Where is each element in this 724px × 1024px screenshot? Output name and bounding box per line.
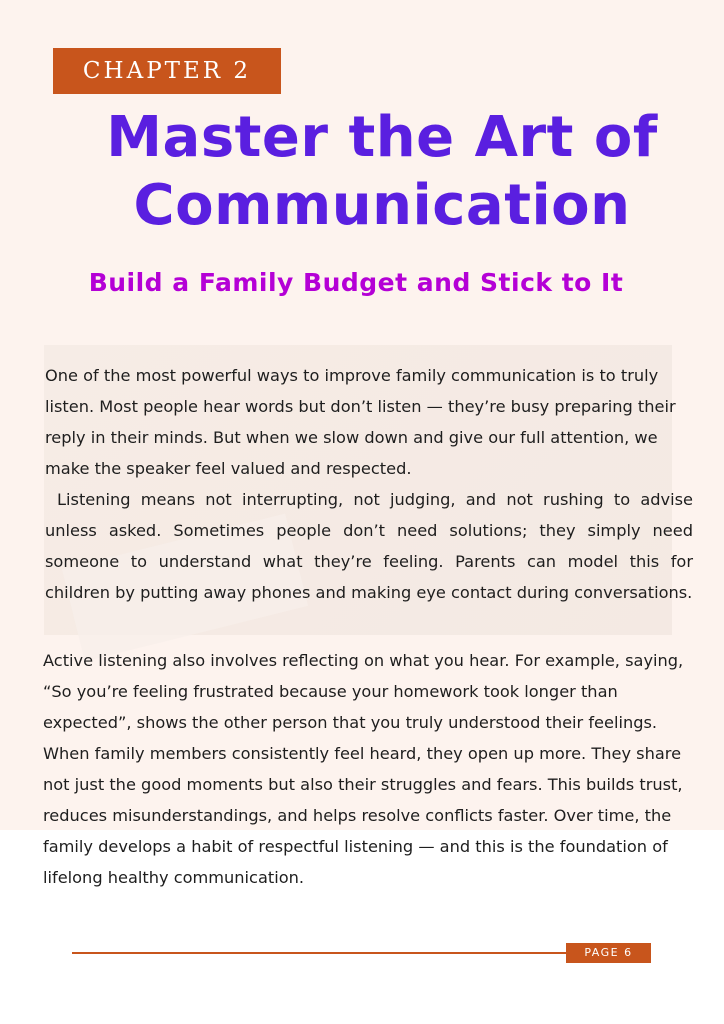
page-title: Master the Art of Communication	[106, 105, 658, 238]
page-number-badge: PAGE 6	[566, 943, 651, 963]
footer-divider	[72, 952, 568, 954]
chapter-badge: CHAPTER 2	[53, 48, 281, 94]
paragraph-3: Active listening also involves reflecting on what you hear. For example, saying, “So you’re feeling frustrated because your homework took longer than expected”, shows the other person that you truly understood their feelings. When family members consistently feel heard, they open up more. They share not just the good moments but also their struggles and fears. This builds trust, reduces misunderstandings, and helps resolve conflicts faster. Over time, the family develops a habit of respectful listening — and this is the foundation of lifelong healthy communication.	[43, 651, 684, 887]
page-subtitle: Build a Family Budget and Stick to It	[88, 268, 624, 297]
paragraph-2: Listening means not interrupting, not judging, and not rushing to advise unless asked. Sometimes people don’t need solutions; they simply need someone to understand what they’re feeling. Parents can model this for children by putting away phones and making eye contact during conversations.	[45, 490, 693, 602]
paragraph-1: One of the most powerful ways to improve family communication is to truly listen. Most people hear words but don’t listen — they’re busy preparing their reply in their minds. But when we slow down and give our full attention, we make the speaker feel valued and respected.	[45, 366, 676, 478]
